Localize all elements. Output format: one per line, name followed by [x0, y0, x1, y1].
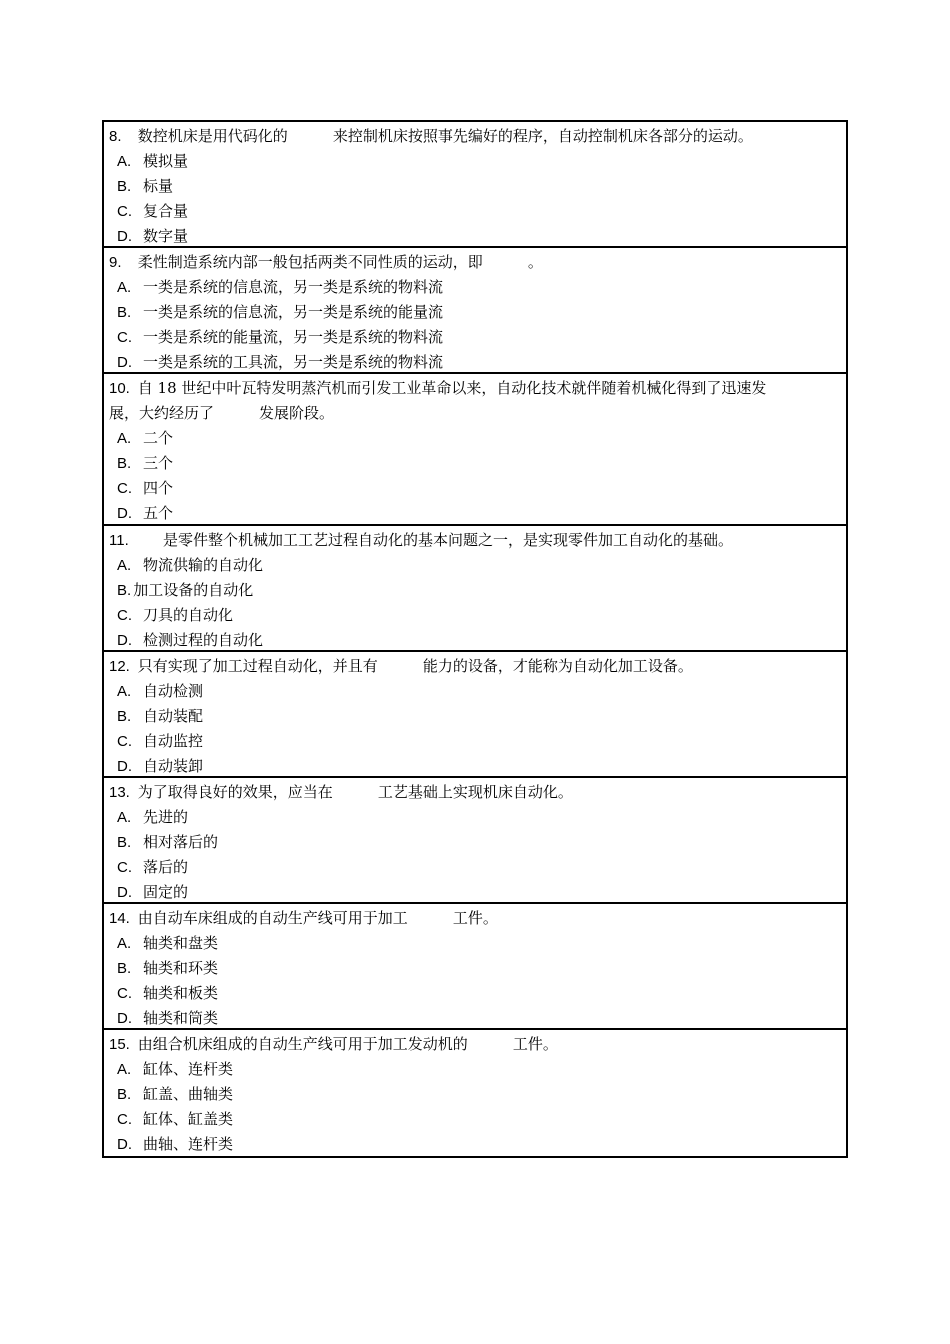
question-stem [104, 654, 846, 679]
option-b [104, 578, 846, 603]
option-text: 轴类和筒类 [143, 1009, 219, 1027]
question-stem [104, 528, 846, 553]
option-text: 缸体、缸盖类 [143, 1110, 234, 1128]
stem-text: 来控制机床按照事先编好的程序，自动控制机床各部分的运动。 [332, 127, 753, 145]
option-letter: D. [117, 354, 132, 371]
option-c [104, 981, 846, 1006]
option-text: 数字量 [143, 227, 189, 245]
stem-text: 数控机床是用代码化的 [137, 127, 288, 145]
option-letter: B. [117, 178, 132, 195]
question-number: 11. [109, 532, 129, 549]
option-letter: C. [117, 480, 132, 497]
stem-text: 柔性制造系统内部一般包括两类不同性质的运动，即 [137, 253, 483, 271]
option-text: 五个 [143, 504, 174, 522]
stem-text: 由组合机床组成的自动生产线可用于加工发动机的 [137, 1035, 468, 1053]
option-text: 轴类和板类 [143, 984, 219, 1002]
option-text: 落后的 [143, 858, 189, 876]
option-text: 自动检测 [143, 682, 204, 700]
question-11 [104, 526, 846, 652]
option-letter: A. [117, 153, 132, 170]
question-8 [104, 122, 846, 248]
option-text: 检测过程的自动化 [143, 631, 264, 649]
question-stem-continued [104, 401, 846, 426]
option-letter: B. [117, 455, 132, 472]
answer-blank [133, 528, 163, 553]
question-13 [104, 778, 846, 904]
question-14 [104, 904, 846, 1030]
question-number: 12. [109, 658, 130, 675]
answer-blank [288, 124, 333, 149]
option-text: 标量 [143, 177, 174, 195]
option-letter: D. [117, 632, 132, 649]
option-text: 轴类和环类 [143, 959, 219, 977]
option-text: 物流供输的自动化 [143, 556, 264, 574]
option-a [104, 149, 846, 174]
question-10 [104, 374, 846, 526]
stem-text: 自 18 世纪中叶瓦特发明蒸汽机而引发工业革命以来，自动化技术就伴随着机械化得到了迅速发 [137, 379, 767, 397]
question-table [102, 120, 848, 1158]
option-b [104, 704, 846, 729]
option-c [104, 1107, 846, 1132]
option-letter: D. [117, 884, 132, 901]
option-letter: C. [117, 985, 132, 1002]
question-number: 14. [109, 910, 130, 927]
option-c [104, 476, 846, 501]
question-12 [104, 652, 846, 778]
option-text: 自动装配 [143, 707, 204, 725]
answer-blank [483, 250, 528, 275]
option-text: 一类是系统的工具流，另一类是系统的物料流 [143, 353, 444, 371]
option-letter: A. [117, 683, 132, 700]
option-letter: A. [117, 809, 132, 826]
option-text: 复合量 [143, 202, 189, 220]
option-letter: D. [117, 1010, 132, 1027]
question-15 [104, 1030, 846, 1156]
answer-blank [468, 1032, 513, 1057]
question-stem [104, 906, 846, 931]
stem-text: 工件。 [512, 1035, 558, 1053]
option-d [104, 224, 846, 249]
option-letter: B. [117, 304, 132, 321]
question-number: 13. [109, 784, 130, 801]
option-letter: C. [117, 329, 132, 346]
answer-blank [214, 401, 259, 426]
option-d [104, 501, 846, 526]
option-letter: A. [117, 1061, 132, 1078]
option-b [104, 1082, 846, 1107]
option-letter: D. [117, 758, 132, 775]
option-letter: B. [117, 960, 132, 977]
option-letter: B. [117, 1086, 132, 1103]
stem-text: 工艺基础上实现机床自动化。 [377, 783, 573, 801]
question-number: 8. [109, 128, 122, 145]
option-text: 相对落后的 [143, 833, 219, 851]
option-letter: A. [117, 935, 132, 952]
option-text: 固定的 [143, 883, 189, 901]
option-a [104, 553, 846, 578]
option-text: 一类是系统的信息流，另一类是系统的物料流 [143, 278, 444, 296]
option-c [104, 325, 846, 350]
option-letter: A. [117, 557, 132, 574]
stem-text: 是零件整个机械加工工艺过程自动化的基本问题之一，是实现零件加工自动化的基础。 [163, 531, 734, 549]
option-text: 刀具的自动化 [143, 606, 234, 624]
question-stem [104, 780, 846, 805]
option-text: 先进的 [143, 808, 189, 826]
option-text: 加工设备的自动化 [133, 581, 254, 599]
option-text: 缸体、连杆类 [143, 1060, 234, 1078]
question-number: 9. [109, 254, 122, 271]
option-letter: A. [117, 430, 132, 447]
option-letter: D. [117, 228, 132, 245]
option-letter: B. [117, 582, 132, 599]
option-a [104, 1057, 846, 1082]
option-letter: A. [117, 279, 132, 296]
stem-text: 能力的设备，才能称为自动化加工设备。 [422, 657, 693, 675]
option-c [104, 603, 846, 628]
option-a [104, 679, 846, 704]
option-b [104, 174, 846, 199]
option-letter: C. [117, 203, 132, 220]
stem-text: 发展阶段。 [259, 404, 335, 422]
option-text: 缸盖、曲轴类 [143, 1085, 234, 1103]
option-d [104, 628, 846, 653]
option-b [104, 956, 846, 981]
option-text: 自动装卸 [143, 757, 204, 775]
option-letter: C. [117, 859, 132, 876]
option-d [104, 754, 846, 779]
option-letter: C. [117, 733, 132, 750]
question-stem [104, 376, 846, 401]
stem-text: 为了取得良好的效果，应当在 [137, 783, 333, 801]
question-stem [104, 124, 846, 149]
stem-text: 。 [527, 253, 543, 271]
option-text: 曲轴、连杆类 [143, 1135, 234, 1153]
option-letter: D. [117, 1136, 132, 1153]
option-letter: C. [117, 607, 132, 624]
option-b [104, 451, 846, 476]
option-text: 四个 [143, 479, 174, 497]
option-text: 一类是系统的能量流，另一类是系统的物料流 [143, 328, 444, 346]
option-b [104, 830, 846, 855]
option-text: 模拟量 [143, 152, 189, 170]
option-a [104, 275, 846, 300]
option-c [104, 855, 846, 880]
option-text: 自动监控 [143, 732, 204, 750]
option-text: 轴类和盘类 [143, 934, 219, 952]
option-text: 三个 [143, 454, 174, 472]
option-text: 二个 [143, 429, 174, 447]
option-a [104, 805, 846, 830]
option-letter: B. [117, 834, 132, 851]
option-d [104, 1132, 846, 1157]
option-a [104, 931, 846, 956]
question-stem [104, 1032, 846, 1057]
answer-blank [378, 654, 423, 679]
option-c [104, 729, 846, 754]
question-stem [104, 250, 846, 275]
option-a [104, 426, 846, 451]
option-letter: C. [117, 1111, 132, 1128]
option-text: 一类是系统的信息流，另一类是系统的能量流 [143, 303, 444, 321]
answer-blank [408, 906, 453, 931]
option-d [104, 1006, 846, 1031]
question-number: 15. [109, 1036, 130, 1053]
option-letter: D. [117, 505, 132, 522]
question-9 [104, 248, 846, 374]
question-number: 10. [109, 380, 130, 397]
option-d [104, 880, 846, 905]
stem-text: 工件。 [452, 909, 498, 927]
option-b [104, 300, 846, 325]
option-c [104, 199, 846, 224]
option-d [104, 350, 846, 375]
stem-text: 展，大约经历了 [109, 404, 215, 422]
stem-text: 由自动车床组成的自动生产线可用于加工 [137, 909, 408, 927]
option-letter: B. [117, 708, 132, 725]
answer-blank [333, 780, 378, 805]
stem-text: 只有实现了加工过程自动化，并且有 [137, 657, 378, 675]
